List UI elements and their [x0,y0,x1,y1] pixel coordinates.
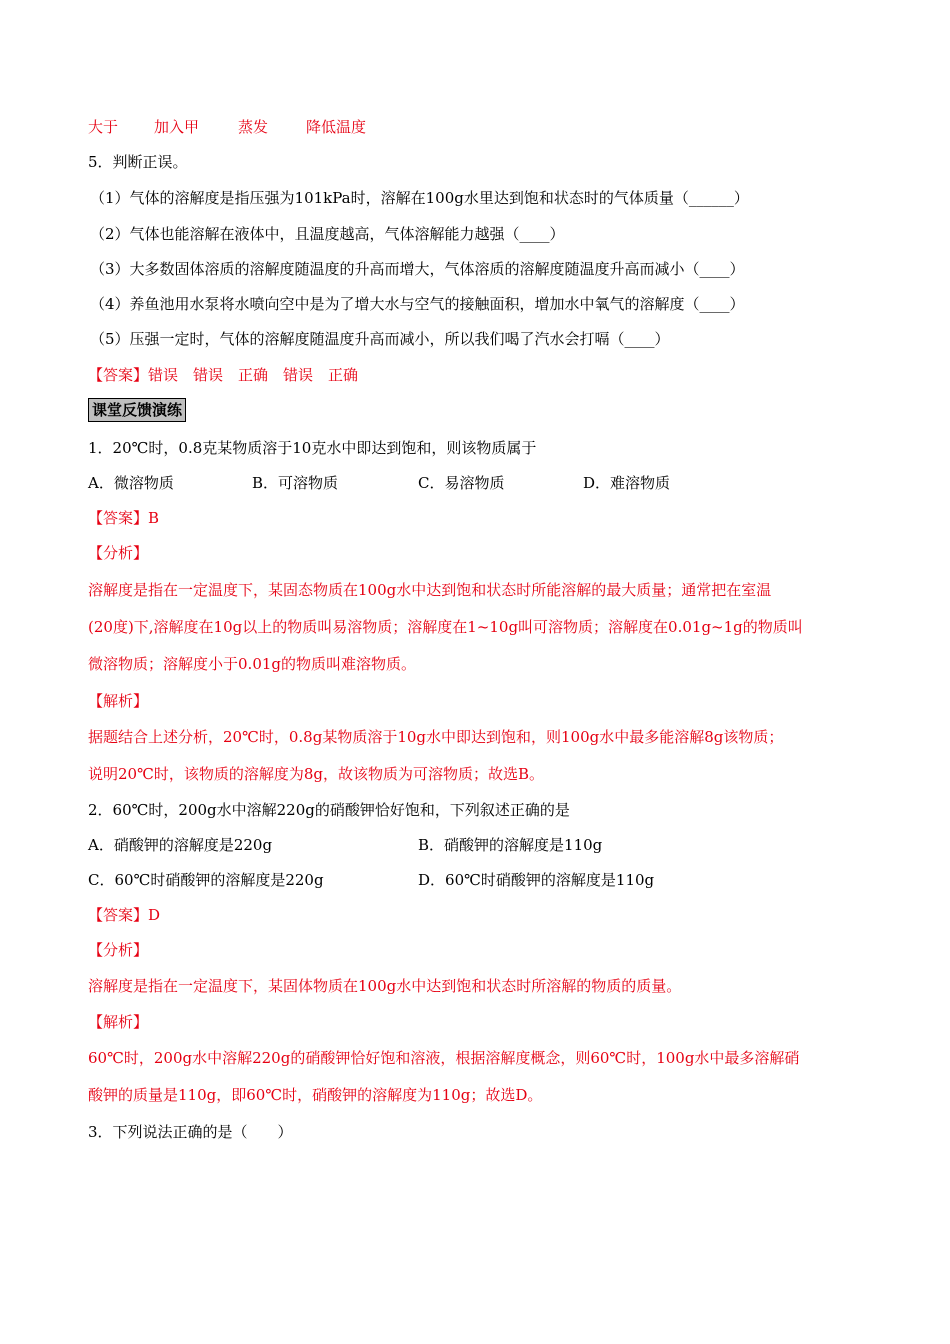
q5-item-2: （2）气体也能溶解在液体中，且温度越高，气体溶解能力越强（____） [90,225,565,243]
answer-4: 降低温度 [306,118,367,136]
q2-explain-line-1: 60℃时，200g水中溶解220g的硝酸钾恰好饱和溶液，根据溶解度概念，则60℃时，100g水中最多溶解硝 [88,1049,800,1067]
q5-item-1: （1）气体的溶解度是指压强为101kPa时，溶解在100g水里达到饱和状态时的气体质量（______） [90,189,749,207]
q5-item-4: （4）养鱼池用水泵将水喷向空中是为了增大水与空气的接触面积，增加水中氧气的溶解度（____） [90,295,745,313]
q5-title: 5．判断正误。 [88,153,188,171]
q1-analysis-line-1: 溶解度是指在一定温度下，某固态物质在100g水中达到饱和状态时所能溶解的最大质量；通常把在室温 [88,581,772,599]
q1-option-a: A．微溶物质 [88,474,174,492]
q1-option-b: B．可溶物质 [252,474,339,492]
answer-1: 大于 [88,118,119,136]
q2-analysis-label: 【分析】 [88,941,149,959]
previous-answers [88,117,366,137]
answer-3: 蒸发 [238,118,269,136]
q1-option-c: C．易溶物质 [418,474,505,492]
q1-option-d: D．难溶物质 [583,474,671,492]
q3-stem: 3．下列说法正确的是（ ） [88,1123,293,1141]
q2-option-b: B．硝酸钾的溶解度是110g [418,836,603,854]
q5-item-5: （5）压强一定时，气体的溶解度随温度升高而减小，所以我们喝了汽水会打嗝（____） [90,330,670,348]
q1-answer: 【答案】B [88,509,160,527]
q5-answer: 【答案】错误 错误 正确 错误 正确 [88,366,359,384]
section-title: 课堂反馈演练 [88,398,186,422]
q5-item-3: （3）大多数固体溶质的溶解度随温度的升高而增大，气体溶质的溶解度随温度升高而减小（____） [90,260,745,278]
q1-explain-label: 【解析】 [88,692,149,710]
q1-stem: 1．20℃时，0.8克某物质溶于10克水中即达到饱和，则该物质属于 [88,439,537,457]
q2-explain-label: 【解析】 [88,1013,149,1031]
q2-option-a: A．硝酸钾的溶解度是220g [88,836,273,854]
q2-stem: 2．60℃时，200g水中溶解220g的硝酸钾恰好饱和，下列叙述正确的是 [88,801,570,819]
q1-explain-line-1: 据题结合上述分析，20℃时，0.8g某物质溶于10g水中即达到饱和，则100g水中最多能溶解8g该物质； [88,728,784,746]
q1-analysis-line-2: (20度)下,溶解度在10g以上的物质叫易溶物质；溶解度在1~10g叫可溶物质；溶解度在0.01g~1g的物质叫 [88,618,803,636]
q2-explain-line-2: 酸钾的质量是110g，即60℃时，硝酸钾的溶解度为110g；故选D。 [88,1086,543,1104]
q1-analysis-line-3: 微溶物质；溶解度小于0.01g的物质叫难溶物质。 [88,655,417,673]
q2-option-d: D．60℃时硝酸钾的溶解度是110g [418,871,655,889]
q2-analysis-line-1: 溶解度是指在一定温度下，某固体物质在100g水中达到饱和状态时所溶解的物质的质量。 [88,977,682,995]
q2-option-c: C．60℃时硝酸钾的溶解度是220g [88,871,324,889]
q1-analysis-label: 【分析】 [88,544,149,562]
q1-explain-line-2: 说明20℃时，该物质的溶解度为8g，故该物质为可溶物质；故选B。 [88,765,545,783]
answer-2: 加入甲 [154,118,200,136]
q2-answer: 【答案】D [88,906,161,924]
